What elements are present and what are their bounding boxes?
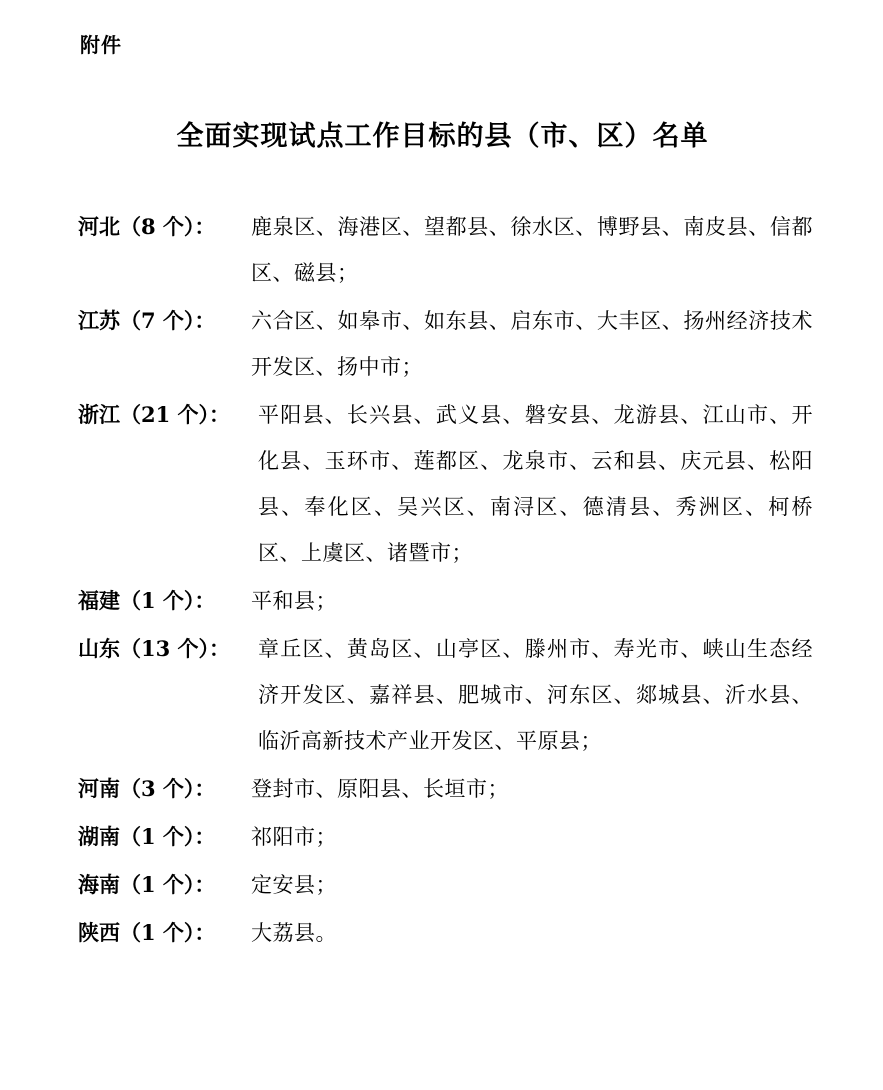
province-counties: 定安县；	[251, 873, 337, 897]
province-label: 湖南（1 个）：	[78, 824, 216, 849]
province-counties: 平阳县、长兴县、武义县、磐安县、龙游县、江山市、开化县、玉环市、莲都区、龙泉市、云和县、庆元县、松阳县、奉化区、吴兴区、南浔区、德清县、秀洲区、柯桥区、上虞区、诸暨市；	[258, 403, 813, 565]
province-label: 陕西（1 个）：	[78, 920, 216, 945]
province-label: 浙江（21 个）：	[78, 402, 231, 427]
province-label: 江苏（7 个）：	[78, 308, 216, 333]
list-item	[78, 298, 813, 390]
list-item	[78, 910, 813, 956]
list-item	[78, 862, 813, 908]
province-counties: 登封市、原阳县、长垣市；	[251, 777, 509, 801]
province-counties: 大荔县。	[251, 921, 337, 945]
province-counties: 章丘区、黄岛区、山亭区、滕州市、寿光市、峡山生态经济开发区、嘉祥县、肥城市、河东区、郯城县、沂水县、临沂高新技术产业开发区、平原县；	[258, 637, 813, 753]
attachment-label: 附件	[80, 33, 122, 57]
province-list	[78, 204, 813, 956]
province-counties: 祁阳市；	[251, 825, 337, 849]
province-label: 河南（3 个）：	[78, 776, 216, 801]
province-counties: 平和县；	[251, 589, 337, 613]
province-counties: 六合区、如皋市、如东县、启东市、大丰区、扬州经济技术开发区、扬中市；	[251, 309, 813, 379]
province-label: 福建（1 个）：	[78, 588, 216, 613]
list-item	[78, 204, 813, 296]
province-label: 河北（8 个）：	[78, 214, 216, 239]
list-item	[78, 814, 813, 860]
list-item	[78, 626, 813, 764]
province-counties: 鹿泉区、海港区、望都县、徐水区、博野县、南皮县、信都区、磁县；	[251, 215, 813, 285]
list-item	[78, 578, 813, 624]
province-label: 海南（1 个）：	[78, 872, 216, 897]
list-item	[78, 766, 813, 812]
list-item	[78, 392, 813, 576]
page-title: 全面实现试点工作目标的县（市、区）名单	[176, 121, 709, 152]
province-label: 山东（13 个）：	[78, 636, 231, 661]
